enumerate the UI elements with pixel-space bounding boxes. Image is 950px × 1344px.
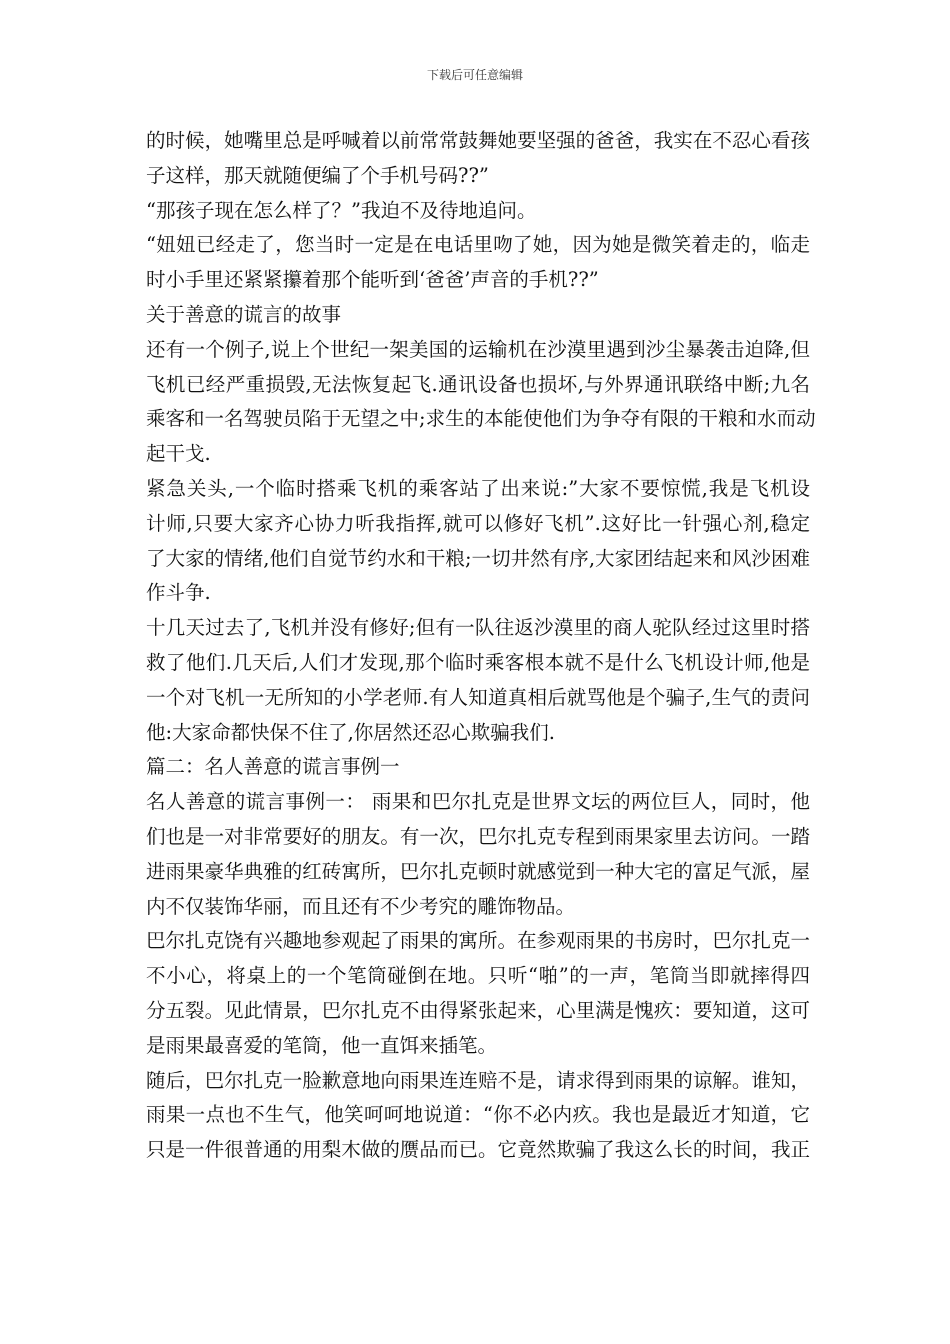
text-line: 计师,只要大家齐心协力听我指挥,就可以修好飞机”.这好比一针强心剂,稳定 — [146, 511, 810, 535]
text-line: 巴尔扎克饶有兴趣地参观起了雨果的寓所。在参观雨果的书房时，巴尔扎克一 — [146, 929, 810, 953]
document-body — [146, 124, 816, 1168]
text-line: 飞机已经严重损毁,无法恢复起飞.通讯设备也损坏,与外界通讯联络中断;九名 — [146, 372, 810, 396]
text-line: 不小心，将桌上的一个笔筒碰倒在地。只听“啪”的一声，笔筒当即就摔得四 — [146, 964, 810, 988]
text-line: 雨果一点也不生气，他笑呵呵地说道：“你不必内疚。我也是最近才知道，它 — [146, 1103, 810, 1127]
text-line: 篇二：名人善意的谎言事例一 — [146, 755, 400, 779]
text-line: 作斗争. — [146, 581, 211, 605]
text-line: 一个对飞机一无所知的小学老师.有人知道真相后就骂他是个骗子,生气的责问 — [146, 685, 810, 709]
text-line: “那孩子现在怎么样了？”我迫不及待地追问。 — [146, 198, 537, 222]
text-line: 只是一件很普通的用梨木做的赝品而已。它竟然欺骗了我这么长的时间，我正 — [146, 1138, 810, 1162]
text-line: 了大家的情绪,他们自觉节约水和干粮;一切井然有序,大家团结起来和风沙困难 — [146, 546, 810, 570]
page-header: 下载后可任意编辑 — [426, 68, 523, 82]
text-line: 乘客和一名驾驶员陷于无望之中;求生的本能使他们为争夺有限的干粮和水而动 — [146, 407, 816, 431]
text-line: 他:大家命都快保不住了,你居然还忍心欺骗我们. — [146, 720, 555, 744]
text-line: 十几天过去了,飞机并没有修好;但有一队往返沙漠里的商人驼队经过这里时搭 — [146, 616, 810, 640]
text-line: 的时候，她嘴里总是呼喊着以前常常鼓舞她要坚强的爸爸，我实在不忍心看孩 — [146, 129, 810, 152]
text-line: 内不仅装饰华丽，而且还有不少考究的雕饰物品。 — [146, 894, 576, 918]
text-line: “妞妞已经走了，您当时一定是在电话里吻了她，因为她是微笑着走的，临走 — [146, 233, 810, 257]
text-line: 名人善意的谎言事例一： 雨果和巴尔扎克是世界文坛的两位巨人，同时，他 — [146, 790, 810, 814]
text-line: 紧急关头,一个临时搭乘飞机的乘客站了出来说:”大家不要惊慌,我是飞机设 — [146, 476, 810, 500]
text-line: 子这样，那天就随便编了个手机号码??” — [146, 163, 489, 187]
text-line: 救了他们.几天后,人们才发现,那个临时乘客根本就不是什么飞机设计师,他是 — [146, 650, 810, 674]
text-line: 们也是一对非常要好的朋友。有一次，巴尔扎克专程到雨果家里去访问。一踏 — [146, 824, 810, 848]
text-line: 还有一个例子,说上个世纪一架美国的运输机在沙漠里遇到沙尘暴袭击迫降,但 — [146, 337, 810, 361]
text-line: 进雨果豪华典雅的红砖寓所，巴尔扎克顿时就感觉到一种大宅的富足气派，屋 — [146, 859, 810, 883]
text-line: 关于善意的谎言的故事 — [146, 302, 342, 326]
text-line: 随后，巴尔扎克一脸歉意地向雨果连连赔不是，请求得到雨果的谅解。谁知， — [146, 1068, 810, 1092]
text-line: 分五裂。见此情景，巴尔扎克不由得紧张起来，心里满是愧疚：要知道，这可 — [146, 998, 810, 1022]
text-line: 时小手里还紧紧攥着那个能听到‘爸爸’声音的手机??” — [146, 268, 599, 292]
text-line: 是雨果最喜爱的笔筒，他一直饵来插笔。 — [146, 1033, 498, 1057]
text-line: 起干戈. — [146, 442, 211, 466]
